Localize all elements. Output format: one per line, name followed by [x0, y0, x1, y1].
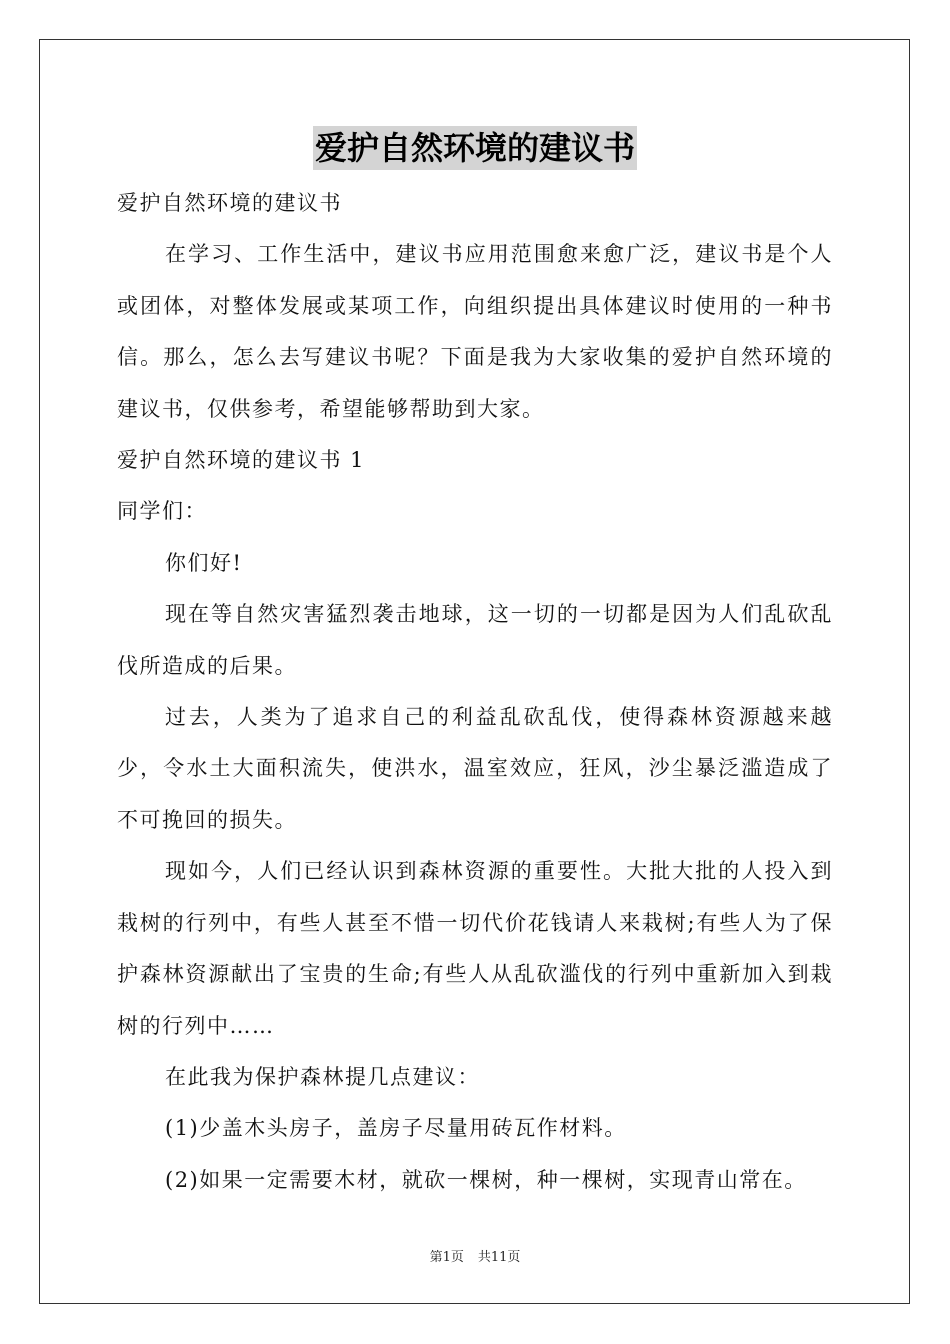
document-title: 爱护自然环境的建议书 [313, 126, 637, 170]
paragraph: (1)少盖木头房子，盖房子尽量用砖瓦作材料。 [165, 1116, 627, 1141]
paragraph: 现在等自然灾害猛烈袭击地球，这一切的一切都是因为人们乱砍乱伐所造成的后果。 [117, 602, 833, 678]
paragraph: 爱护自然环境的建议书 [117, 191, 342, 215]
document-body [117, 178, 833, 1206]
paragraph: 过去，人类为了追求自己的利益乱砍乱伐，使得森林资源越来越少，令水土大面积流失，使洪水，温室效应，狂风，沙尘暴泛滥造成了不可挽回的损失。 [117, 705, 833, 832]
paragraph: 同学们： [117, 499, 207, 524]
paragraph: 现如今，人们已经认识到森林资源的重要性。大批大批的人投入到栽树的行列中，有些人甚至不惜一切代价花钱请人来栽树;有些人为了保护森林资源献出了宝贵的生命;有些人从乱砍滥伐的行列中重新加入到栽树的行列中…… [117, 859, 833, 1038]
paragraph: (2)如果一定需要木材，就砍一棵树，种一棵树，实现青山常在。 [165, 1167, 807, 1192]
title-area [0, 126, 950, 170]
paragraph: 在此我为保护森林提几点建议： [165, 1064, 480, 1089]
page-number: 第1页 [429, 1250, 464, 1265]
page-footer [0, 1246, 950, 1265]
page-total: 共11页 [477, 1250, 521, 1265]
paragraph: 爱护自然环境的建议书 1 [117, 448, 366, 473]
paragraph: 你们好! [165, 550, 243, 575]
paragraph: 在学习、工作生活中，建议书应用范围愈来愈广泛，建议书是个人或团体，对整体发展或某项工作，向组织提出具体建议时使用的一种书信。那么，怎么去写建议书呢？下面是我为大家收集的爱护自然环境的建议书，仅供参考，希望能够帮助到大家。 [117, 242, 833, 421]
